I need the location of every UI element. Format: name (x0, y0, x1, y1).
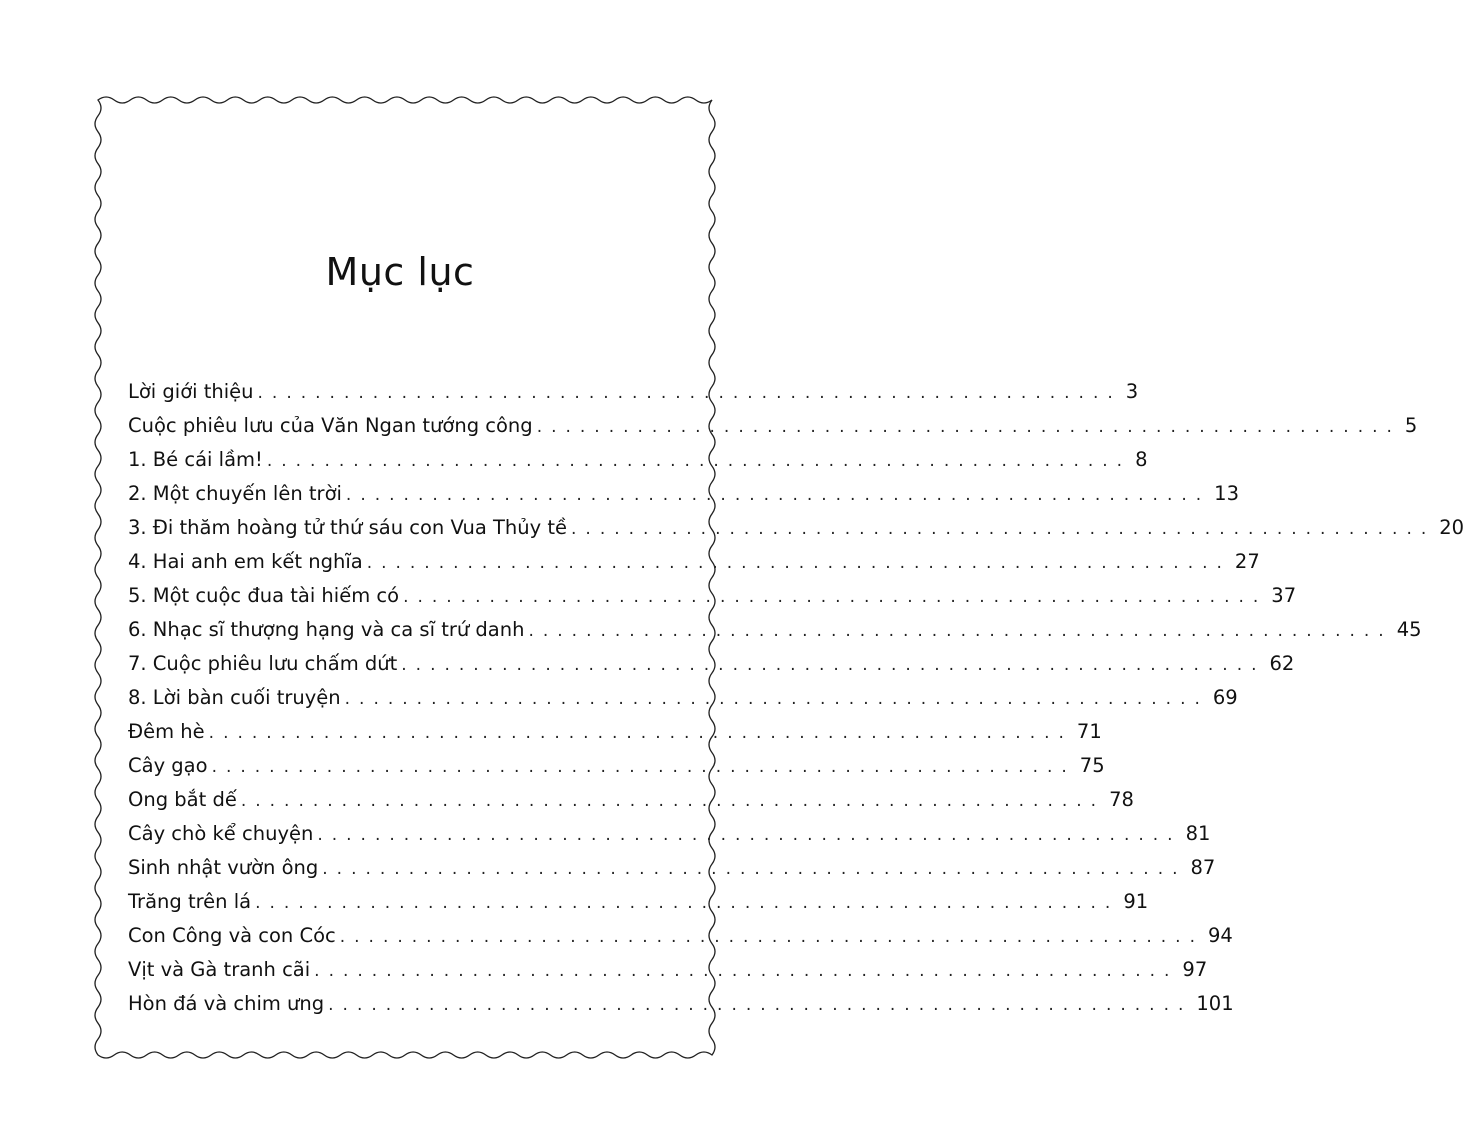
toc-entry-title: Sinh nhật vườn ông (128, 856, 319, 879)
toc-entry[interactable] (128, 511, 1464, 545)
toc-entry-page-number: 27 (1234, 550, 1260, 573)
toc-dot-leader: ............................................................ (366, 553, 1231, 573)
toc-entry[interactable] (128, 851, 1216, 885)
toc-entry-title: Vịt và Gà tranh cãi (128, 958, 311, 981)
toc-entry-title: 8. Lời bàn cuối truyện (128, 686, 341, 709)
toc-entry[interactable] (128, 715, 1102, 749)
toc-entry-page-number: 45 (1396, 618, 1422, 641)
page-title: Mục lục (325, 250, 475, 294)
toc-entry-page-number: 37 (1271, 584, 1297, 607)
table-of-contents (128, 375, 1464, 1021)
toc-entry-page-number: 20 (1439, 516, 1464, 539)
toc-entry[interactable] (128, 613, 1422, 647)
toc-entry[interactable] (128, 681, 1238, 715)
toc-dot-leader: ............................................................ (314, 961, 1179, 981)
toc-entry-title: Con Công và con Cóc (128, 924, 336, 947)
toc-entry-title: 7. Cuộc phiêu lưu chấm dứt (128, 652, 398, 675)
toc-entry-page-number: 13 (1214, 482, 1239, 505)
toc-entry-page-number: 69 (1212, 686, 1238, 709)
toc-entry-page-number: 5 (1404, 414, 1418, 437)
toc-entry[interactable] (128, 919, 1233, 953)
toc-entry-title: Ong bắt dế (128, 788, 237, 811)
toc-entry[interactable] (128, 749, 1105, 783)
toc-dot-leader: ............................................................ (403, 587, 1268, 607)
toc-entry-page-number: 3 (1125, 380, 1139, 403)
toc-entry[interactable] (128, 885, 1149, 919)
toc-entry-title: Trăng trên lá (128, 890, 252, 913)
toc-entry-title: 4. Hai anh em kết nghĩa (128, 550, 363, 573)
toc-dot-leader: ............................................................ (322, 859, 1187, 879)
toc-entry-page-number: 81 (1185, 822, 1211, 845)
toc-entry[interactable] (128, 545, 1260, 579)
toc-entry-page-number: 94 (1207, 924, 1233, 947)
toc-dot-leader: ............................................................ (255, 893, 1120, 913)
toc-entry-title: 6. Nhạc sĩ thượng hạng và ca sĩ trứ danh (128, 618, 525, 641)
toc-dot-leader: ............................................................ (344, 689, 1209, 709)
toc-entry-title: 2. Một chuyến lên trời (128, 482, 342, 505)
toc-entry[interactable] (128, 647, 1295, 681)
toc-entry-page-number: 91 (1123, 890, 1149, 913)
toc-entry[interactable] (128, 477, 1239, 511)
toc-dot-leader: ............................................................ (211, 757, 1076, 777)
toc-entry[interactable] (128, 375, 1139, 409)
toc-entry[interactable] (128, 579, 1297, 613)
toc-entry[interactable] (128, 953, 1208, 987)
toc-dot-leader: ............................................................ (345, 485, 1211, 505)
toc-entry[interactable] (128, 783, 1134, 817)
toc-entry[interactable] (128, 443, 1148, 477)
toc-dot-leader: ............................................................ (266, 451, 1132, 471)
toc-dot-leader: ............................................................ (317, 825, 1182, 845)
toc-entry-title: 1. Bé cái lầm! (128, 448, 263, 471)
toc-entry-page-number: 71 (1076, 720, 1102, 743)
toc-entry[interactable] (128, 987, 1234, 1021)
toc-dot-leader: ............................................................ (528, 621, 1393, 641)
toc-entry-title: Cuộc phiêu lưu của Văn Ngan tướng công (128, 414, 533, 437)
toc-entry-title: 5. Một cuộc đua tài hiếm có (128, 584, 400, 607)
toc-dot-leader: ............................................................ (257, 383, 1122, 403)
toc-dot-leader: ............................................................ (339, 927, 1204, 947)
toc-entry[interactable] (128, 409, 1418, 443)
toc-entry[interactable] (128, 817, 1211, 851)
toc-dot-leader: ............................................................ (328, 995, 1193, 1015)
toc-entry-title: Hòn đá và chim ưng (128, 992, 325, 1015)
toc-entry-page-number: 87 (1190, 856, 1216, 879)
toc-dot-leader: ............................................................ (240, 791, 1106, 811)
toc-entry-title: 3. Đi thăm hoàng tử thứ sáu con Vua Thủy tề (128, 516, 568, 539)
toc-entry-page-number: 78 (1109, 788, 1134, 811)
toc-entry-page-number: 75 (1079, 754, 1105, 777)
toc-dot-leader: ............................................................ (536, 417, 1401, 437)
toc-entry-page-number: 8 (1135, 448, 1148, 471)
toc-entry-title: Cây gạo (128, 754, 208, 777)
toc-entry-title: Lời giới thiệu (128, 380, 254, 403)
toc-entry-title: Cây chò kể chuyện (128, 822, 314, 845)
toc-dot-leader: ............................................................ (208, 723, 1073, 743)
toc-dot-leader: ............................................................ (571, 519, 1436, 539)
toc-entry-title: Đêm hè (128, 720, 205, 743)
toc-entry-page-number: 101 (1196, 992, 1234, 1015)
toc-entry-page-number: 97 (1182, 958, 1208, 981)
toc-dot-leader: ............................................................ (401, 655, 1266, 675)
toc-entry-page-number: 62 (1269, 652, 1295, 675)
